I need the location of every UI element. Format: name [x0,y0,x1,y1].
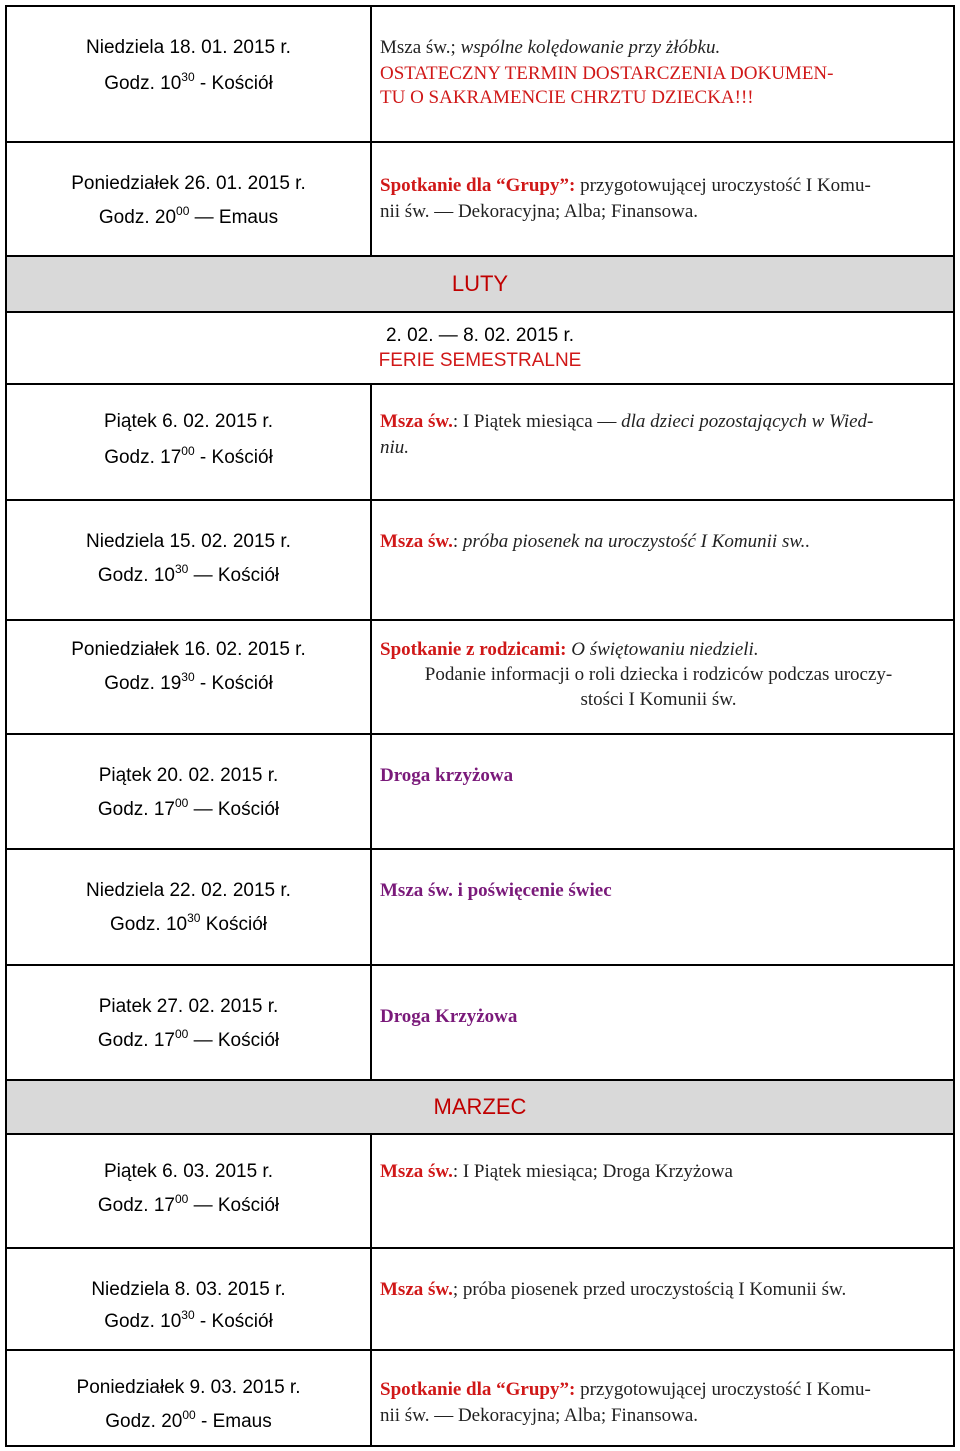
table-row [7,621,953,735]
event-text: Spotkanie z rodzicami: O świętowaniu niedzieli. [380,639,759,660]
date-label: Piatek 27. 02. 2015 r. [98,996,279,1017]
time-label: Godz. $19^{30}$ - Kościół [104,670,273,694]
event-text: Droga Krzyżowa [380,1006,518,1027]
date-label: Piątek 6. 03. 2015 r. [103,1161,273,1182]
event-text: Droga krzyżowa [380,765,514,786]
event-text: Msza św. i poświęcenie świec [380,880,612,901]
date-cell [7,850,372,964]
event-text: Msza św.: próba piosenek na uroczystość I Komunii sw.. [380,531,811,552]
time-label: Godz. $10^{30}$ - Kościół [104,1308,273,1332]
event-text: Spotkanie dla “Grupy”: przygotowującej uroczystość I Komu- [380,1379,871,1400]
event-text: Msza św.; wspólne kolędowanie przy żłóbku. [380,37,721,58]
table-row [7,850,953,966]
date-cell [7,143,372,255]
time-label: Godz. $10^{30}$ - Kościół [104,70,273,94]
date-cell [7,501,372,619]
event-cell [372,621,953,733]
event-text: Msza św.: I Piątek miesiąca; Droga Krzyżowa [380,1161,733,1182]
date-label: Piątek 6. 02. 2015 r. [103,411,273,432]
date-label: Niedziela 18. 01. 2015 r. [86,37,291,58]
date-label: Niedziela 22. 02. 2015 r. [86,880,291,901]
event-text-cont2: stości I Komunii św. [580,689,737,710]
date-cell [7,966,372,1079]
ferie-label: FERIE SEMESTRALNE [378,350,582,371]
event-text: Msza św.; próba piosenek przed uroczystością I Komunii św. [380,1279,847,1300]
event-cell [372,7,953,141]
table-row [7,385,953,501]
month-header-marzec [7,1081,953,1135]
time-label: Godz. $17^{00}$ - Kościół [104,444,273,468]
table-row [7,1135,953,1249]
ferie-row [7,313,953,385]
date-label: Poniedziałek 26. 01. 2015 r. [71,173,306,194]
table-row [7,966,953,1081]
event-text-cont: Podanie informacji o roli dziecka i rodziców podczas uroczy- [424,664,893,685]
event-cell [372,1351,953,1445]
table-row [7,1351,953,1445]
table-row [7,1249,953,1351]
event-cell [372,735,953,848]
deadline-notice-cont: TU O SAKRAMENCIE CHRZTU DZIECKA!!! [380,87,754,108]
deadline-notice: OSTATECZNY TERMIN DOSTARCZENIA DOKUMEN- [380,63,834,84]
date-label: Niedziela 15. 02. 2015 r. [86,531,291,552]
event-cell [372,143,953,255]
event-cell [372,385,953,499]
schedule-table [5,5,955,1447]
table-row [7,143,953,257]
event-text: Msza św.: I Piątek miesiąca — dla dzieci pozostających w Wied- [380,411,874,432]
time-label: Godz. $17^{00}$ — Kościół [97,1027,280,1051]
date-cell [7,1135,372,1247]
date-cell [7,385,372,499]
table-row [7,7,953,143]
time-label: Godz. $20^{00}$ - Emaus [105,1408,272,1432]
date-label: Piątek 20. 02. 2015 r. [98,765,279,786]
month-header-luty [7,257,953,313]
event-cell [372,501,953,619]
date-label: Poniedziałek 16. 02. 2015 r. [71,639,306,660]
table-row [7,501,953,621]
event-text: Spotkanie dla “Grupy”: przygotowującej uroczystość I Komu- [380,175,871,196]
date-cell [7,621,372,733]
month-title: MARZEC [433,1094,527,1119]
date-cell [7,735,372,848]
event-text-cont: nii św. — Dekoracyjna; Alba; Finansowa. [380,201,699,222]
date-label: Niedziela 8. 03. 2015 r. [91,1279,286,1300]
table-row [7,735,953,850]
time-label: Godz. $20^{00}$ — Emaus [98,204,279,228]
event-cell [372,1249,953,1349]
date-cell [7,1249,372,1349]
ferie-dates: 2. 02. — 8. 02. 2015 r. [385,325,574,346]
time-label: Godz. $17^{00}$ — Kościół [97,1192,280,1216]
event-cell [372,1135,953,1247]
date-label: Poniedziałek 9. 03. 2015 r. [76,1377,301,1398]
date-cell [7,7,372,141]
month-title: LUTY [451,271,509,296]
event-text-cont: nii św. — Dekoracyjna; Alba; Finansowa. [380,1405,699,1426]
time-label: Godz. $10^{30}$ — Kościół [97,562,280,586]
time-label: Godz. $10^{30}$ Kościół [110,911,267,935]
time-label: Godz. $17^{00}$ — Kościół [97,796,280,820]
date-cell [7,1351,372,1445]
event-cell [372,966,953,1079]
event-cell [372,850,953,964]
event-text-cont: niu. [380,437,410,458]
